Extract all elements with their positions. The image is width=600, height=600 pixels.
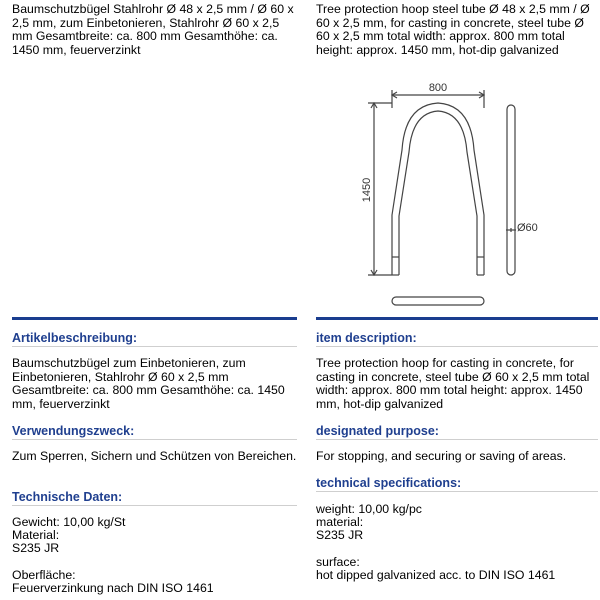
diameter-label: Ø60: [517, 222, 538, 234]
surface-label-en: surface:: [316, 555, 360, 569]
weight-de: Gewicht: 10,00 kg/St: [12, 515, 126, 529]
spec-heading-de: Technische Daten:: [12, 490, 123, 504]
spec-heading-en: technical specifications:: [316, 476, 462, 490]
heading-separator: [12, 505, 297, 506]
weight-en: weight: 10,00 kg/pc: [316, 502, 422, 516]
top-view-tube: [392, 297, 484, 305]
hoop-outline-inner: [399, 111, 477, 275]
purpose-heading-de: Verwendungszweck:: [12, 424, 135, 438]
height-label: 1450: [361, 177, 373, 203]
material-value-en: S235 JR: [316, 528, 364, 542]
purpose-text-de: Zum Sperren, Sichern und Schützen von Bereichen.: [12, 449, 297, 463]
desc-heading-de: Artikelbeschreibung:: [12, 331, 138, 345]
heading-separator: [316, 346, 598, 347]
section-divider-right: [316, 317, 598, 320]
intro-text-en: Tree protection hoop steel tube Ø 48 x 2,5 mm / Ø 60 x 2,5 mm, for casting in concrete, steel tube Ø 60 x 2,5 mm total width: approx. 800 mm total height: approx. 1450 mm, hot-dip galvanized: [316, 2, 590, 57]
desc-heading-en: item description:: [316, 331, 417, 345]
surface-value-de: Feuerverzinkung nach DIN ISO 1461: [12, 581, 214, 595]
material-label-de: Material:: [12, 528, 60, 542]
purpose-text-en: For stopping, and securing or saving of areas.: [316, 449, 567, 463]
hoop-outline-outer: [392, 103, 484, 275]
desc-text-de: Baumschutzbügel zum Einbetonieren, zum Einbetonieren, Stahlrohr Ø 60 x 2,5 mm Gesamtbreite: ca. 800 mm Gesamthöhe: ca. 1450 mm, feuerverzinkt: [12, 356, 285, 411]
material-value-de: S235 JR: [12, 541, 60, 555]
surface-value-en: hot dipped galvanized acc. to DIN ISO 1461: [316, 568, 556, 582]
desc-text-en: Tree protection hoop for casting in concrete, for casting in concrete, steel tube Ø 60 x 2,5 mm total width: approx. 800 mm total height: approx. 1450 mm, hot-dip galvanized: [316, 356, 590, 411]
width-label: 800: [428, 82, 448, 94]
purpose-heading-en: designated purpose:: [316, 424, 439, 438]
surface-label-de: Oberfläche:: [12, 568, 76, 582]
heading-separator: [316, 491, 598, 492]
heading-separator: [12, 346, 297, 347]
heading-separator: [316, 439, 598, 440]
heading-separator: [12, 439, 297, 440]
side-view-tube: [507, 105, 515, 275]
material-label-en: material:: [316, 515, 364, 529]
intro-text-de: Baumschutzbügel Stahlrohr Ø 48 x 2,5 mm / Ø 60 x 2,5 mm, zum Einbetonieren, Stahlrohr Ø 60 x 2,5 mm Gesamtbreite: ca. 800 mm Gesamthöhe: ca. 1450 mm, feuerverzinkt: [12, 2, 294, 57]
section-divider-left: [12, 317, 297, 320]
